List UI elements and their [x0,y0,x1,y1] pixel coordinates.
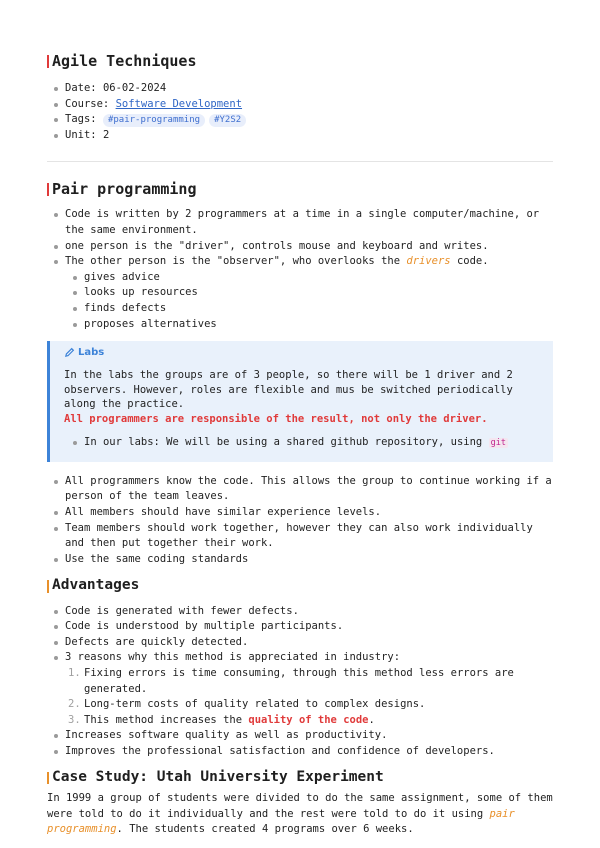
page-title: Agile Techniques [47,52,553,70]
pair-more-list [47,474,553,568]
list-item: 3 reasons why this method is appreciated in industry: 1. Fixing errors is time consuming, through this method less errors are generated. 2. Long-term costs of quality related to complex designs. 3. This method increases the quality of the code. [65,650,553,728]
list-item: All programmers know the code. This allows the group to continue working if a person of the team leaves. [65,474,553,505]
emphasis-pair-programming: pair programming [47,807,515,836]
emphasis-drivers: drivers [406,255,451,268]
callout-header [64,347,541,358]
list-item: Code is understood by multiple participants. [65,619,553,635]
list-item: All members should have similar experience levels. [65,505,553,521]
list-item: Code is written by 2 programmers at a time in a single computer/machine, or the same environment. [65,207,553,238]
list-item: gives advice [84,270,553,286]
callout-text: In the labs the groups are of 3 people, so there will be 1 driver and 2 observers. However, roles are flexible and mus be switched periodically along the practice. All programmers are responsible of the result, not only the driver. [64,369,513,425]
callout-list [64,435,541,452]
callout-title: Labs [78,347,105,359]
tag-pair-programming[interactable]: #pair-programming [103,114,205,127]
advantages-list [47,604,553,760]
list-item: In our labs: We will be using a shared github repository, using git [84,435,541,452]
section-heading-pair-programming: Pair programming [47,180,553,198]
labs-callout [47,341,553,462]
reasons-list [65,666,553,728]
meta-course: Course: Software Development [65,97,553,113]
quality-highlight: quality of the code [248,713,369,726]
list-item: finds defects [84,301,553,317]
list-item: proposes alternatives [84,317,553,333]
list-item: The other person is the "observer", who overlooks the drivers code. gives advice looks up resources finds defects proposes alternatives [65,254,553,332]
list-item: Team members should work together, however they can also work individually and then put together their work. [65,521,553,552]
meta-unit: Unit: 2 [65,128,553,144]
list-item: 1. Fixing errors is time consuming, through this method less errors are generated. [68,667,514,695]
list-item: Defects are quickly detected. [65,635,553,651]
list-item: one person is the "driver", controls mouse and keyboard and writes. [65,239,553,255]
callout-bold-text: All programmers are responsible of the result, not only the driver. [64,412,488,425]
observer-tasks [65,270,553,332]
list-item: Improves the professional satisfaction and confidence of developers. [65,744,553,760]
list-item: Use the same coding standards [65,552,553,568]
section-heading-case-study: Case Study: Utah University Experiment [47,769,553,786]
list-item: 3. This method increases the quality of the code. [68,713,375,726]
list-item: Increases software quality as well as productivity. [65,728,553,744]
section-heading-advantages: Advantages [47,577,553,594]
divider [47,161,553,162]
pair-list [47,207,553,332]
course-link[interactable]: Software Development [115,97,243,110]
list-item: looks up resources [84,285,553,301]
list-item: 2. Long-term costs of quality related to complex designs. [68,698,426,711]
metadata-list [47,81,553,143]
list-item: Code is generated with fewer defects. [65,604,553,620]
inline-code-git: git [490,438,506,449]
pencil-icon [64,347,75,358]
tag-y2s2[interactable]: #Y2S2 [209,114,246,127]
case-study-paragraph: In 1999 a group of students were divided to do the same assignment, some of them were told to do it individually and the rest were told to do it using pair programming. The students created 4 programs over 6 weeks. [47,792,553,836]
meta-tags: Tags: #pair-programming #Y2S2 [65,112,553,128]
meta-date: Date: 06-02-2024 [65,81,553,97]
